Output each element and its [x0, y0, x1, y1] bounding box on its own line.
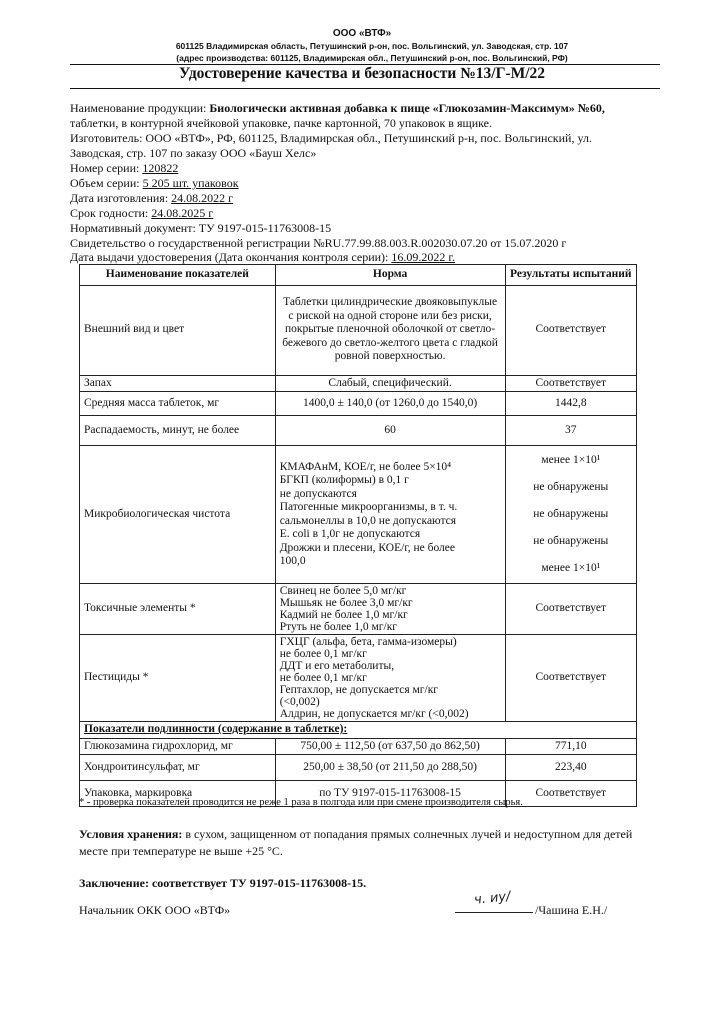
row-norm: 750,00 ± 112,50 (от 637,50 до 862,50) — [275, 738, 505, 755]
made-line — [70, 191, 662, 206]
row-name: Пестициды * — [80, 635, 276, 722]
row-name: Токсичные элементы * — [80, 584, 276, 635]
row-result: 37 — [505, 416, 637, 446]
col-header-result: Результаты испытаний — [505, 265, 637, 286]
table-row — [80, 738, 637, 755]
norm-line: Дрожжи и плесени, КОЕ/г, не более — [279, 541, 455, 554]
made-label: Дата изготовления: — [70, 191, 169, 205]
table-row — [80, 635, 637, 722]
row-norm: 60 — [275, 416, 505, 446]
table-row — [80, 584, 637, 635]
col-header-norm: Норма — [275, 265, 505, 286]
auth-heading: Показатели подлинности (содержание в таблетке): — [80, 722, 637, 739]
production-address: (адрес производства: 601125, Владимирская обл., Петушинский р-он, пос. Вольгинский, РФ) — [176, 53, 568, 63]
norm-line: Алдрин, не допускается мг/кг (<0,002) — [279, 708, 469, 720]
norm-line: Патогенные микроорганизмы, в т. ч. — [279, 501, 458, 513]
row-result: 771,10 — [505, 738, 637, 755]
storage-text: в сухом, защищенном от попадания прямых солнечных лучей и недоступном для детей месте при температуре не выше +25 °С. — [79, 827, 633, 858]
registration: Свидетельство о государственной регистрации №RU.77.99.88.003.R.002030.07.20 от 15.07.2020 г — [70, 236, 567, 250]
row-result: 223,40 — [505, 755, 637, 781]
issue-label: Дата выдачи удостоверения (Дата окончания контроля серии): — [70, 250, 389, 264]
norm-line: Кадмий не более 1,0 мг/кг — [279, 609, 408, 621]
maker-line2: Заводская, стр. 107 по заказу ООО «Бауш Хелс» — [70, 146, 317, 160]
norm-line: КМАФАнМ, КОЕ/г, не более 5×10⁴ — [279, 460, 452, 473]
table-row — [80, 755, 637, 781]
col-header-name: Наименование показателей — [80, 265, 276, 286]
norm-line: E. coli в 1,0г не допускаются — [279, 528, 421, 540]
row-norm: Таблетки цилиндрические двояковыпуклые с риской на одной стороне или без риски, покрытые пленочной оболочкой от светло-бежевого до светло-желтого цвета с гладкой ровной поверхностью. — [275, 285, 505, 375]
norm-line: сальмонеллы в 10,0 не допускаются — [279, 514, 457, 527]
footnote: * - проверка показателей проводится не реже 1 раза в полгода или при смене производителя сырья. — [79, 797, 523, 808]
norm-line: Ртуть не более 1,0 мг/кг — [279, 621, 398, 633]
norm-line: 100,0 — [279, 555, 306, 567]
table-row — [80, 446, 637, 584]
volume-value: 5 205 шт. упаковок — [142, 176, 239, 190]
made-value: 24.08.2022 г — [171, 191, 234, 205]
expiry-value: 24.08.2025 г — [151, 206, 214, 220]
row-result: Соответствует — [505, 285, 637, 375]
norm-line: (<0,002) — [279, 696, 320, 708]
company-address: 601125 Владимирская область, Петушинский р-он, пос. Вольгинский, ул. Заводская, стр. 107 — [175, 41, 569, 51]
norm-line: БГКП (колиформы) в 0,1 г — [279, 474, 409, 486]
volume-label: Объем серии: — [70, 176, 140, 190]
row-result: Соответствует — [505, 781, 637, 807]
storage-conditions — [79, 826, 659, 860]
product-label: Наименование продукции: — [70, 101, 207, 115]
result-line: не обнаружены — [533, 535, 609, 547]
expiry-line — [70, 206, 662, 221]
norm-line: не более 0,1 мг/кг — [279, 648, 367, 660]
row-name: Внешний вид и цвет — [80, 285, 276, 375]
row-name: Распадаемость, минут, не более — [80, 416, 276, 446]
volume-line — [70, 176, 662, 191]
row-result: 1442,8 — [505, 392, 637, 416]
table-row — [80, 416, 637, 446]
signer-role: Начальник ОКК ООО «ВТФ» — [79, 903, 231, 917]
row-norm: 250,00 ± 38,50 (от 211,50 до 288,50) — [275, 755, 505, 781]
product-value: Биологически активная добавка к пище «Глюкозамин-Максимум» №60, — [209, 101, 605, 115]
result-line: менее 1×10¹ — [541, 454, 601, 466]
result-line: менее 1×10¹ — [541, 562, 601, 574]
signature-scribble: ч. иу/ — [473, 889, 512, 908]
norm-line: не более 0,1 мг/кг — [279, 672, 367, 684]
table-header-row — [80, 265, 637, 286]
table-row — [80, 375, 637, 392]
expiry-label: Срок годности: — [70, 206, 149, 220]
row-name: Микробиологическая чистота — [80, 446, 276, 584]
row-norm: Слабый, специфический. — [275, 375, 505, 392]
row-norm-list — [275, 584, 505, 635]
row-result: Соответствует — [505, 584, 637, 635]
result-line: не обнаружены — [533, 508, 609, 520]
row-norm-list — [275, 446, 505, 584]
row-result-list — [505, 446, 637, 584]
storage-label: Условия хранения: — [79, 827, 183, 841]
issue-value: 16.09.2022 г. — [391, 250, 455, 264]
table-row — [80, 285, 637, 375]
row-result: Соответствует — [505, 375, 637, 392]
row-norm: по ТУ 9197-015-11763008-15 — [275, 781, 505, 807]
norm-line: ГХЦГ (альфа, бета, гамма-изомеры) — [279, 636, 457, 648]
row-name: Упаковка, маркировка — [80, 781, 276, 807]
row-name: Средняя масса таблеток, мг — [80, 392, 276, 416]
row-norm-list — [275, 635, 505, 722]
table-row — [80, 392, 637, 416]
company-name: ООО «ВТФ» — [332, 28, 392, 39]
result-line: не обнаружены — [533, 481, 609, 493]
norm-line: ДДТ и его метаболиты, — [279, 660, 395, 672]
norm-doc: Нормативный документ: ТУ 9197-015-11763008-15 — [70, 221, 332, 235]
row-name: Запах — [80, 375, 276, 392]
product-line — [70, 101, 662, 116]
issue-line — [70, 250, 662, 265]
row-name: Хондроитинсульфат, мг — [80, 755, 276, 781]
product-cont: таблетки, в контурной ячейковой упаковке, пачке картонной, 70 упаковок в ящике. — [70, 116, 493, 130]
norm-line: не допускаются — [279, 487, 357, 500]
norm-line: Свинец не более 5,0 мг/кг — [279, 585, 407, 597]
row-norm: 1400,0 ± 140,0 (от 1260,0 до 1540,0) — [275, 392, 505, 416]
series-value: 120822 — [142, 161, 179, 175]
conclusion: Заключение: соответствует ТУ 9197-015-11763008-15. — [79, 876, 367, 890]
page-title: Удостоверение качества и безопасности №13/Г-М/22 — [178, 65, 546, 82]
norm-line: Мышьяк не более 3,0 мг/кг — [279, 597, 413, 609]
series-line — [70, 161, 662, 176]
signature-line — [455, 912, 533, 913]
section-heading-row — [80, 722, 637, 739]
quality-table — [79, 264, 637, 807]
signer-name: /Чашина Е.Н./ — [535, 903, 608, 917]
series-label: Номер серии: — [70, 161, 140, 175]
row-result: Соответствует — [505, 635, 637, 722]
maker-line1: Изготовитель: ООО «ВТФ», РФ, 601125, Владимирская обл., Петушинский р-н, пос. Вольгинский, ул. — [70, 131, 592, 145]
row-name: Глюкозамина гидрохлорид, мг — [80, 738, 276, 755]
norm-line: Гептахлор, не допускается мг/кг — [279, 684, 439, 696]
title-rule — [70, 88, 660, 89]
